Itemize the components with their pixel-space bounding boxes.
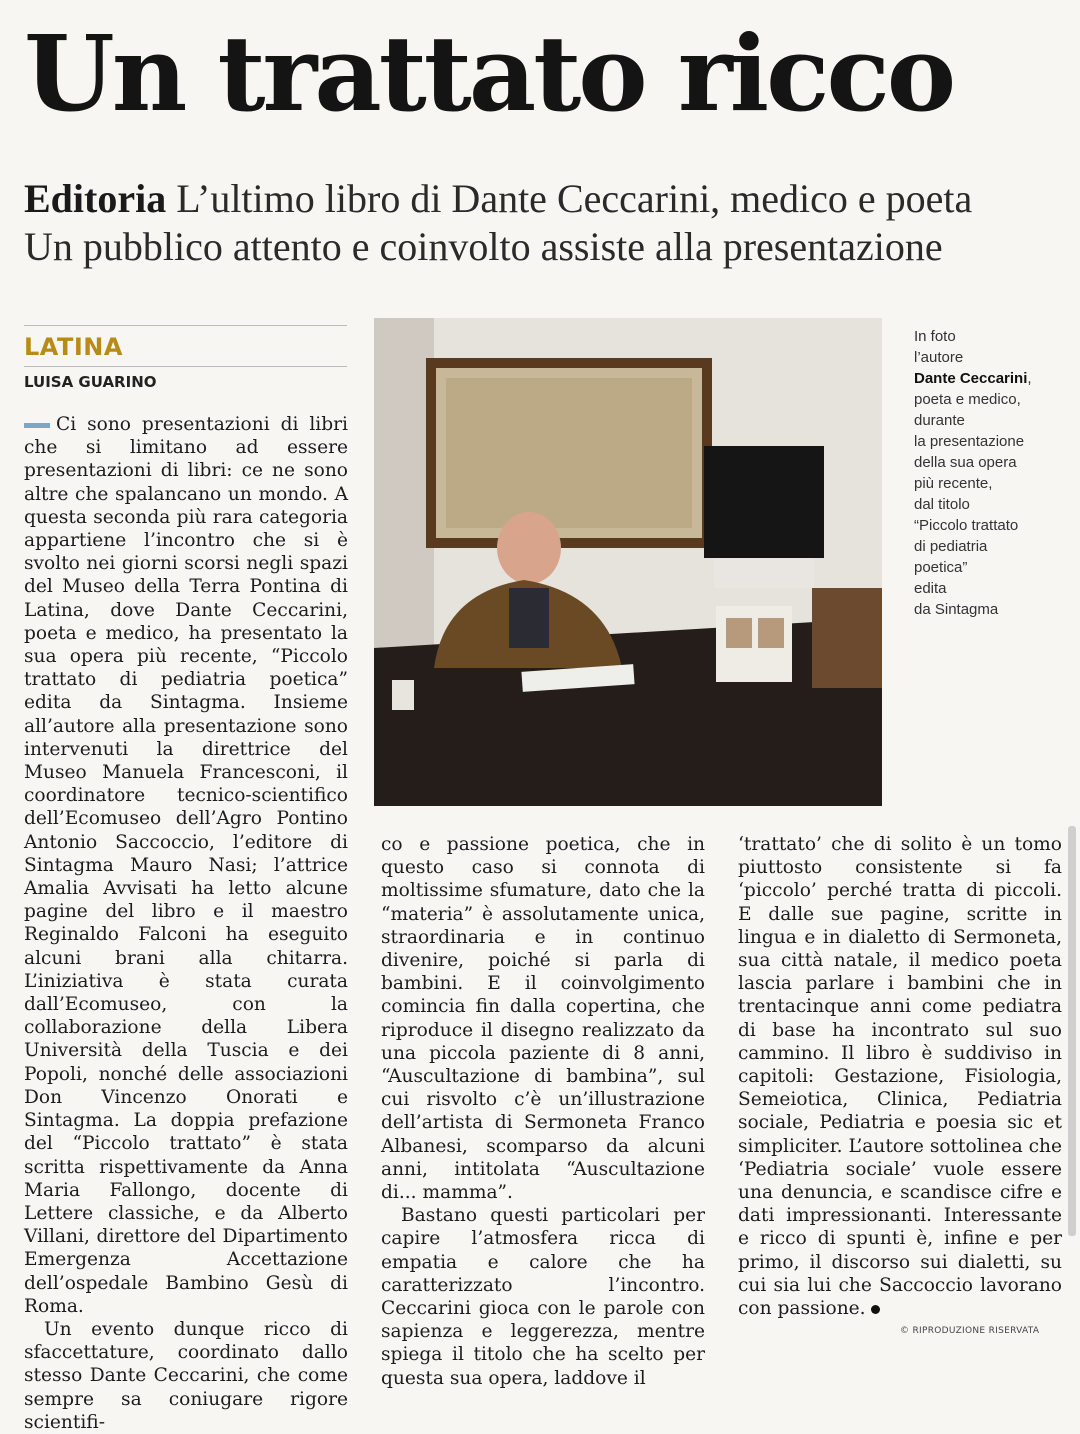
section-label: LATINA (24, 333, 123, 361)
article-photo (374, 318, 882, 806)
paragraph: Bastano questi particolari per capire l’atmosfera ricca di empatia e calore che ha caratterizzato l’incontro. Ceccarini gioca con le parole con sapienza e leggerezza, mentre spiega il titolo che ha scelto per questa sua opera, laddove il (381, 1205, 705, 1389)
article-column-3 (738, 833, 1062, 1320)
paragraph: co e passione poetica, che in questo caso si connota di moltissime sfumature, dato che la “materia” è assolutamente unica, straordinaria e in continuo divenire, poiché si parla di bambini. E il coinvolgimento comincia fin dalla copertina, che riproduce il disegno realizzato da una piccola paziente di 8 anni, “Auscultazione di bambina”, sul cui risvolto c’è un’illustrazione dell’artista di Sermoneta Franco Albanesi, scomparso da alcuni anni, intitolata “Auscultazione di... mamma”. (381, 834, 705, 1204)
scrollbar[interactable] (1068, 826, 1076, 1236)
subhead-line-2: Un pubblico attento e coinvolto assiste alla presentazione (24, 224, 943, 269)
caption-name: Dante Ceccarini (914, 370, 1028, 387)
subheadline (24, 175, 1064, 271)
subhead-kicker: Editoria (24, 176, 167, 221)
headline: Un trattato ricco (24, 12, 954, 135)
subhead-text-1: L’ultimo libro di Dante Ceccarini, medico e poeta (176, 176, 973, 221)
caption-text: poeta e medico, durante la presentazione della sua opera più recente, dal titolo “Piccolo trattato di pediatria poetica” edita da Sintagma (914, 391, 1025, 618)
article-column-2 (381, 833, 705, 1390)
photo-caption: In foto l’autore Dante Ceccarini, poeta e medico, durante la presentazione della sua opera più recente, dal titolo “Piccolo trattato di pediatria poetica” edita da Sintagma (914, 326, 1064, 620)
copyright-notice: © RIPRODUZIONE RISERVATA (900, 1326, 1040, 1336)
paragraph-text: ‘trattato’ che di solito è un tomo piuttosto consistente si fa ‘piccolo’ perché tratta di piccoli. E dalle sue pagine, scritte in lingua e in dialetto di Sermoneta, sua città natale, il medico poeta lascia parlare i bambini che in trentacinque anni come pediatra di base ha incontrato sul suo cammino. Il libro è suddiviso in capitoli: Gestazione, Fisiologia, Semeiotica, Clinica, Pediatria sociale, Pediatria e poesia sic et simpliciter. L’autore sottolinea che ‘Pediatria sociale’ vuole essere una denuncia, e scandisce cifre e dati impressionanti. Interessante e ricco di spunti è, infine e per primo, il discorso sui dialetti, su cui sia lui che Saccoccio lavorano con passione. (738, 834, 1062, 1320)
divider (24, 325, 347, 326)
divider (24, 366, 347, 367)
paragraph: Un evento dunque ricco di sfaccettature, coordinato dallo stesso Dante Ceccarini, che come sempre sa coniugare rigore scientifi- (24, 1318, 348, 1433)
caption-intro: In foto l’autore (914, 328, 964, 366)
article-column-1 (24, 413, 348, 1434)
subhead-line-1 (24, 175, 1064, 223)
byline: LUISA GUARINO (24, 373, 157, 391)
photo-illustration (374, 318, 882, 806)
paragraph (738, 833, 1062, 1320)
paragraph-text: Ci sono presentazioni di libri che si limitano ad essere presentazioni di libri: ce ne sono altre che spalancano un mondo. A questa seconda più rara categoria appartiene l’incontro che si è svolto nei giorni scorsi negli spazi del Museo della Terra Pontina di Latina, dove Dante Ceccarini, poeta e medico, ha presentato la sua opera più recente, “Piccolo trattato di pediatria poetica” edita da Sintagma. Insieme all’autore alla presentazione sono intervenuti la direttrice del Museo Manuela Francesconi, il coordinatore tecnico-scientifico dell’Ecomuseo dell’Agro Pontino Antonio Saccoccio, l’editore di Sintagma Mauro Nasi; l’attrice Amalia Avvisati ha letto alcune pagine del libro e il maestro Reginaldo Falconi ha eseguito alcuni brani alla chitarra. L’iniziativa è stata curata dall’Ecomuseo, con la collaborazione della Libera Università della Tuscia e dei Popoli, nonché delle associazioni Don Vincenzo Onorati e Sintagma. La doppia prefazione del “Piccolo trattato” è stata scritta rispettivamente da Anna Maria Fallongo, docente di Lettere classiche, e da Alberto Villani, direttore del Dipartimento Emergenza Accettazione dell’ospedale Bambino Gesù di Roma. (24, 414, 348, 1317)
lead-dash-icon (24, 423, 50, 428)
end-mark-icon (871, 1305, 880, 1314)
paragraph (24, 413, 348, 1318)
